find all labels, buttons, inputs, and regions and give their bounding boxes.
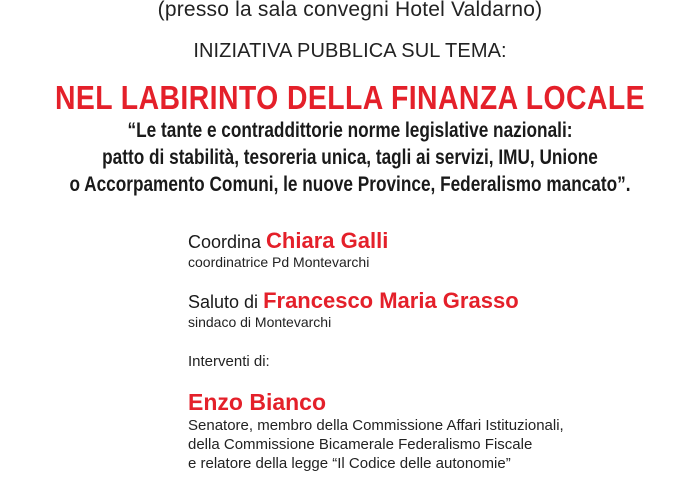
coordinator-prefix: Coordina bbox=[188, 232, 267, 252]
coordinator-name: Chiara Galli bbox=[266, 228, 389, 253]
speaker-role-line: e relatore della legge “Il Codice delle autonomie” bbox=[188, 455, 511, 472]
coordinator-block bbox=[188, 228, 388, 271]
quote-line: o Accorpamento Comuni, le nuove Province, Federalismo mancato”. bbox=[69, 173, 631, 196]
speaker-role-line: della Commissione Bicamerale Federalismo Fiscale bbox=[188, 436, 533, 453]
venue-note: (presso la sala convegni Hotel Valdarno) bbox=[157, 0, 543, 21]
greeting-block bbox=[188, 288, 519, 331]
coordinator-role: coordinatrice Pd Montevarchi bbox=[188, 254, 370, 270]
greeting-prefix: Saluto di bbox=[188, 292, 264, 312]
quote-line: patto di stabilità, tesoreria unica, tagli ai servizi, IMU, Unione bbox=[102, 146, 598, 169]
event-title: NEL LABIRINTO DELLA FINANZA LOCALE bbox=[54, 79, 646, 116]
interventions-heading bbox=[188, 353, 270, 371]
topic-intro: INIZIATIVA PUBBLICA SUL TEMA: bbox=[193, 40, 507, 62]
greeting-line bbox=[188, 288, 519, 314]
speaker-block bbox=[188, 389, 564, 473]
speaker-name: Enzo Bianco bbox=[188, 389, 327, 415]
speaker-role-line: Senatore, membro della Commissione Affari Istituzionali, bbox=[188, 417, 564, 434]
greeting-speaker-name: Francesco Maria Grasso bbox=[263, 288, 519, 313]
quote-line: “Le tante e contraddittorie norme legislative nazionali: bbox=[127, 119, 573, 142]
coordinator-line bbox=[188, 228, 388, 254]
speaker-line bbox=[188, 389, 564, 416]
interventions-label: Interventi di: bbox=[188, 353, 270, 370]
event-subtitle-quote bbox=[0, 117, 700, 198]
greeting-speaker-role: sindaco di Montevarchi bbox=[188, 314, 332, 330]
